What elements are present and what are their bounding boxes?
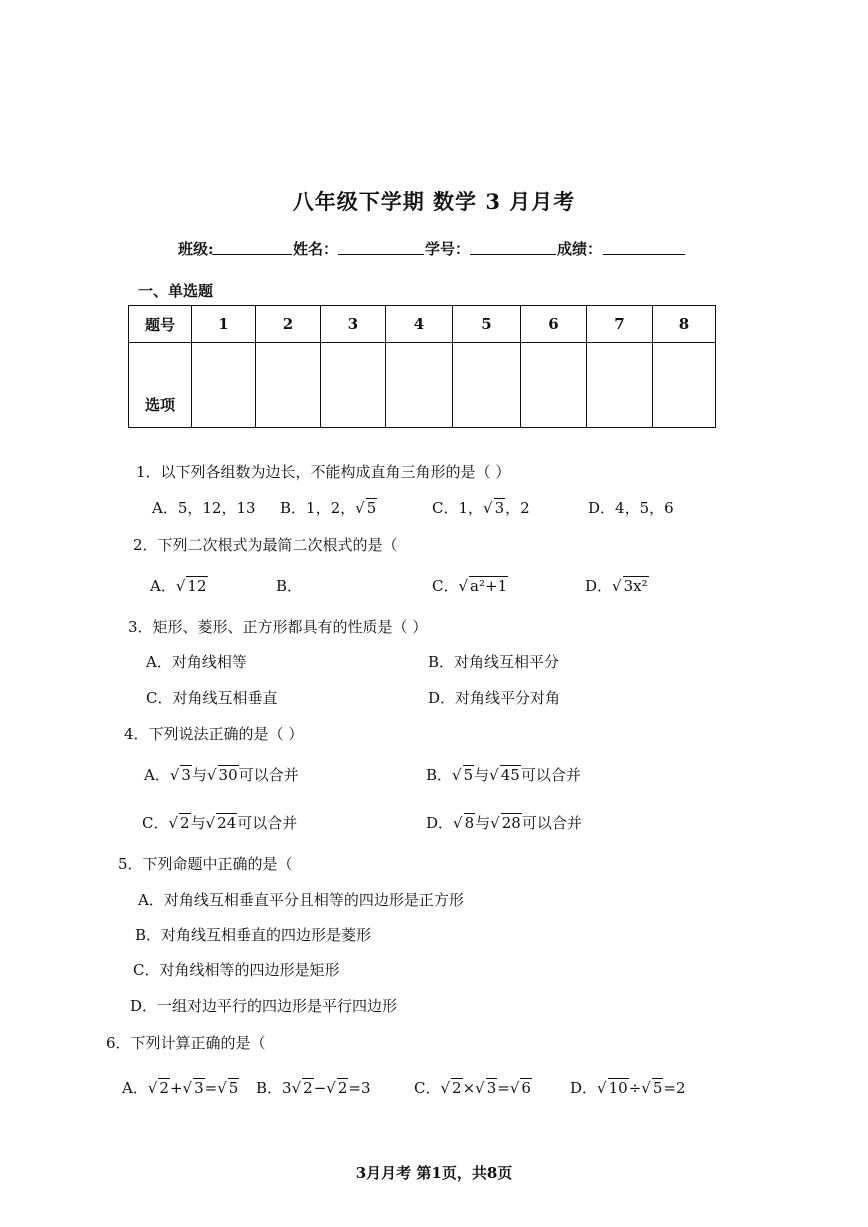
question-3-stem: 3．矩形、菱形、正方形都具有的性质是（ ） <box>128 618 428 636</box>
id-blank[interactable] <box>470 240 556 255</box>
q6-option-b: B．3√ 2−√ 2=3 <box>256 1079 371 1097</box>
table-number: 6 <box>521 306 587 343</box>
question-2-stem: 2．下列二次根式为最简二次根式的是（ <box>133 536 398 554</box>
q3-option-c: C．对角线互相垂直 <box>146 689 278 707</box>
table-answer-label: 选项 <box>129 343 192 428</box>
page-title: 八年级下学期 数学 3 月月考 <box>292 189 576 214</box>
table-number: 1 <box>192 306 256 343</box>
q5-option-c: C．对角线相等的四边形是矩形 <box>133 961 340 979</box>
question-6-stem: 6．下列计算正确的是（ <box>106 1034 266 1052</box>
q5-option-b: B．对角线互相垂直的四边形是菱形 <box>135 926 372 944</box>
score-label: 成绩： <box>557 240 603 258</box>
q3-option-a: A．对角线相等 <box>146 653 247 671</box>
answer-cell[interactable] <box>386 343 453 428</box>
answer-cell[interactable] <box>256 343 321 428</box>
table-number: 3 <box>321 306 386 343</box>
answer-cell[interactable] <box>587 343 653 428</box>
name-label: 姓名： <box>293 240 339 258</box>
id-label: 学号： <box>425 240 471 258</box>
table-number: 8 <box>653 306 716 343</box>
answer-cell[interactable] <box>192 343 256 428</box>
answer-cell[interactable] <box>521 343 587 428</box>
q5-option-d: D．一组对边平行的四边形是平行四边形 <box>130 997 398 1015</box>
answer-table <box>128 305 716 428</box>
table-header-label: 题号 <box>129 306 192 343</box>
q5-option-a: A．对角线互相垂直平分且相等的四边形是正方形 <box>138 891 464 909</box>
q1-option-a: A．5，12，13 <box>152 499 256 517</box>
q4-option-a: A．√ 3与√ 30可以合并 <box>144 766 299 784</box>
class-blank[interactable] <box>212 240 292 255</box>
q4-option-b: B．√ 5与√ 45可以合并 <box>426 766 581 784</box>
q2-option-a: A．√ 12 <box>150 577 207 595</box>
score-blank[interactable] <box>603 240 685 255</box>
answer-cell[interactable] <box>453 343 521 428</box>
question-5-stem: 5．下列命题中正确的是（ <box>118 855 293 873</box>
q3-option-d: D．对角线平分对角 <box>428 689 561 707</box>
q6-option-c: C．√ 2×√ 3=√ 6 <box>414 1079 531 1097</box>
table-number: 5 <box>453 306 521 343</box>
answer-cell[interactable] <box>653 343 716 428</box>
q4-option-c: C．√ 2与√ 24可以合并 <box>142 814 298 832</box>
q2-option-d: D．√ 3x² <box>585 577 648 595</box>
q1-option-d: D．4，5，6 <box>588 499 674 517</box>
q3-option-b: B．对角线互相平分 <box>428 653 560 671</box>
table-number: 4 <box>386 306 453 343</box>
section-heading: 一、单选题 <box>138 282 214 300</box>
answer-cell[interactable] <box>321 343 386 428</box>
question-4-stem: 4．下列说法正确的是（ ） <box>124 725 304 743</box>
question-1-stem: 1．以下列各组数为边长，不能构成直角三角形的是（ ） <box>136 463 511 481</box>
class-label: 班级: <box>178 240 214 258</box>
q1-option-c: C．1，√ 3，2 <box>432 499 530 517</box>
q6-option-d: D．√ 10÷√ 5=2 <box>570 1079 686 1097</box>
q1-option-b: B．1，2，√ 5 <box>280 499 377 517</box>
table-number: 7 <box>587 306 653 343</box>
q2-option-b: B． <box>276 577 303 595</box>
table-number: 2 <box>256 306 321 343</box>
q2-option-c: C．√ a²+1 <box>432 577 508 595</box>
page-footer: 3月月考 第1页，共8页 <box>355 1164 513 1182</box>
name-blank[interactable] <box>338 240 424 255</box>
q4-option-d: D．√ 8与√ 28可以合并 <box>426 814 582 832</box>
q6-option-a: A．√ 2+√ 3=√ 5 <box>122 1079 239 1097</box>
